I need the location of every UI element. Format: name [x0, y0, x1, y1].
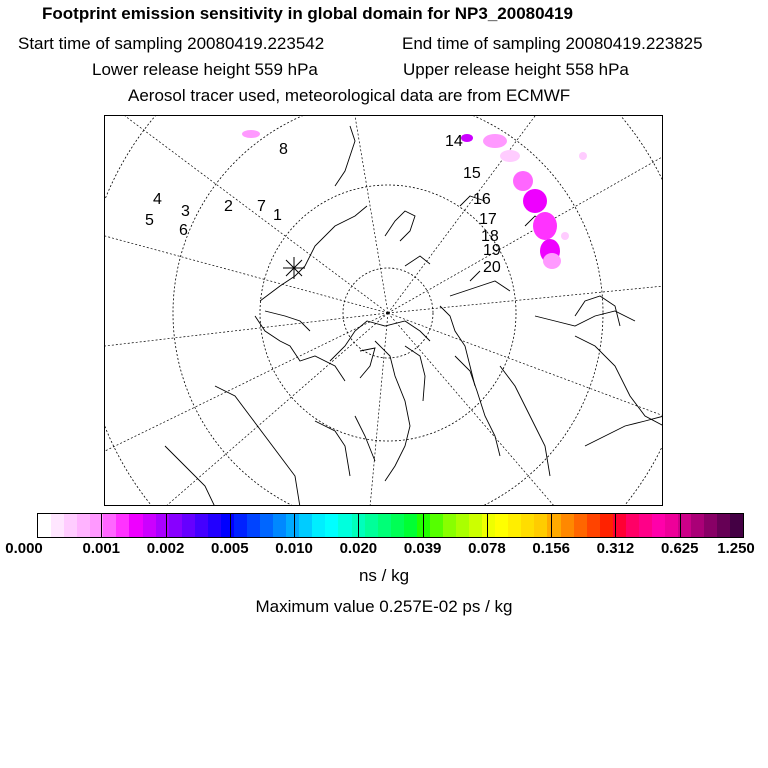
colorbar-tick-label: 1.250 — [717, 540, 755, 557]
colorbar-swatch — [325, 514, 338, 537]
colorbar-swatch — [547, 514, 560, 537]
latitude-circles — [105, 116, 663, 506]
map-label-16: 16 — [473, 191, 491, 208]
polar-map-panel — [104, 115, 663, 506]
colorbar-swatch — [626, 514, 639, 537]
map-label-15: 15 — [463, 165, 481, 182]
meridians — [105, 116, 663, 506]
colorbar-swatch — [717, 514, 730, 537]
colorbar-swatch — [665, 514, 678, 537]
colorbar-divider — [487, 513, 488, 538]
colorbar-tick-label: 0.010 — [275, 540, 313, 557]
end-time-label: End time of sampling 20080419.223825 — [402, 34, 703, 53]
colorbar-tick-label: 0.625 — [660, 540, 699, 557]
colorbar-swatch — [495, 514, 508, 537]
colorbar-swatch — [143, 514, 156, 537]
map-label-2: 2 — [224, 198, 233, 215]
start-time-label: Start time of sampling 20080419.223542 — [18, 34, 325, 53]
colorbar-swatch — [587, 514, 600, 537]
colorbar-tick-label: 0.039 — [403, 540, 442, 557]
colorbar-swatch — [704, 514, 717, 537]
colorbar-swatch — [156, 514, 169, 537]
colorbar-swatch — [639, 514, 652, 537]
colorbar-swatch — [521, 514, 534, 537]
colorbar-swatch — [534, 514, 547, 537]
colorbar-swatch — [482, 514, 495, 537]
colorbar-tick-label: 0.078 — [468, 540, 506, 557]
colorbar-swatch — [338, 514, 351, 537]
colorbar-swatch — [691, 514, 704, 537]
colorbar-swatch — [430, 514, 443, 537]
map-label-1: 1 — [273, 207, 282, 224]
lower-release-height-label: Lower release height 559 hPa — [92, 60, 318, 79]
colorbar-divider — [615, 513, 616, 538]
colorbar — [37, 513, 744, 538]
colorbar-swatch — [404, 514, 417, 537]
colorbar-tick-label: 0.000 — [5, 540, 43, 557]
colorbar-swatch — [129, 514, 142, 537]
colorbar-swatch — [574, 514, 587, 537]
map-label-17: 17 — [479, 211, 497, 228]
sensitivity-plume — [242, 130, 587, 269]
map-label-14: 14 — [445, 133, 463, 150]
colorbar-divider — [423, 513, 424, 538]
colorbar-swatch — [508, 514, 521, 537]
map-label-20: 20 — [483, 259, 501, 276]
map-label-7: 7 — [257, 198, 266, 215]
tracer-info-label: Aerosol tracer used, meteorological data are from ECMWF — [128, 86, 571, 105]
colorbar-divider — [551, 513, 552, 538]
colorbar-swatch — [456, 514, 469, 537]
upper-release-height-label: Upper release height 558 hPa — [403, 60, 629, 79]
map-label-3: 3 — [181, 203, 190, 220]
colorbar-swatch — [730, 514, 743, 537]
colorbar-swatch — [443, 514, 456, 537]
colorbar-unit-label: ns / kg — [358, 566, 410, 585]
map-label-6: 6 — [179, 222, 188, 239]
colorbar-swatch — [391, 514, 404, 537]
colorbar-tick-label: 0.002 — [146, 540, 185, 557]
colorbar-swatch — [77, 514, 90, 537]
map-label-5: 5 — [145, 212, 154, 229]
colorbar-divider — [680, 513, 681, 538]
colorbar-tick-label: 0.020 — [339, 540, 378, 557]
colorbar-swatch — [38, 514, 51, 537]
colorbar-tick-label: 0.005 — [211, 540, 249, 557]
colorbar-swatch — [286, 514, 299, 537]
colorbar-swatch — [652, 514, 665, 537]
colorbar-swatch — [561, 514, 574, 537]
colorbar-swatch — [116, 514, 129, 537]
release-site-asterisk-icon — [283, 257, 305, 279]
map-canvas — [105, 116, 663, 506]
colorbar-swatch — [208, 514, 221, 537]
colorbar-swatch — [469, 514, 482, 537]
colorbar-swatch — [169, 514, 182, 537]
colorbar-swatch — [378, 514, 391, 537]
colorbar-swatch — [260, 514, 273, 537]
colorbar-tick-label: 0.001 — [82, 540, 121, 557]
map-label-8: 8 — [279, 141, 288, 158]
colorbar-swatch — [234, 514, 247, 537]
colorbar-swatch — [273, 514, 286, 537]
colorbar-tick-label: 0.312 — [596, 540, 635, 557]
colorbar-swatch — [103, 514, 116, 537]
colorbar-swatch — [312, 514, 325, 537]
colorbar-tick-label: 0.156 — [532, 540, 570, 557]
maximum-value-label: Maximum value 0.257E-02 ps / kg — [255, 597, 513, 616]
colorbar-divider — [358, 513, 359, 538]
colorbar-swatch — [365, 514, 378, 537]
colorbar-swatch — [247, 514, 260, 537]
figure-title: Footprint emission sensitivity in global domain for NP3_20080419 — [42, 4, 573, 23]
map-label-19: 19 — [483, 242, 501, 259]
colorbar-divider — [230, 513, 231, 538]
map-label-18: 18 — [481, 228, 499, 245]
colorbar-swatch — [600, 514, 613, 537]
colorbar-divider — [101, 513, 102, 538]
colorbar-swatch — [195, 514, 208, 537]
colorbar-swatch — [182, 514, 195, 537]
colorbar-swatch — [64, 514, 77, 537]
colorbar-swatch — [299, 514, 312, 537]
colorbar-swatch — [51, 514, 64, 537]
colorbar-divider — [294, 513, 295, 538]
coastlines — [165, 126, 663, 506]
colorbar-divider — [166, 513, 167, 538]
colorbar-swatch — [221, 514, 234, 537]
map-label-4: 4 — [153, 191, 162, 208]
